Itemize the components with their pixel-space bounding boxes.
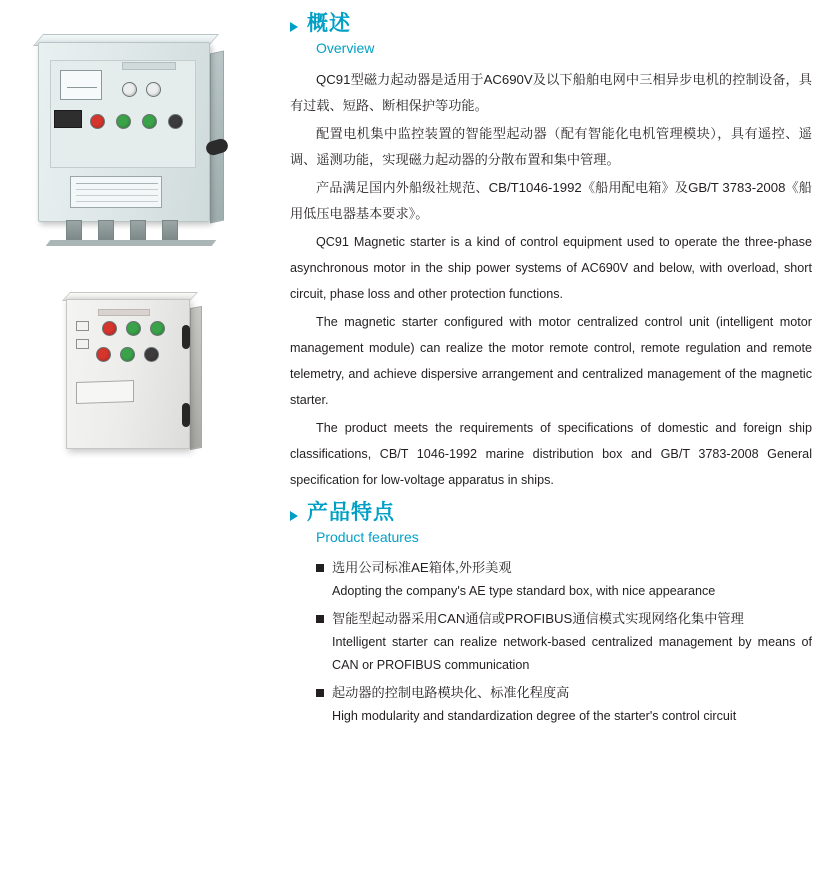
list-item (316, 681, 812, 728)
panel-label-strip (122, 62, 176, 70)
section-product-features (290, 499, 812, 728)
indicator-red-icon (102, 321, 117, 336)
feature-label-zh: 起动器的控制电路模块化、标准化程度高 (332, 685, 570, 700)
cabinet-foot (98, 220, 114, 242)
overview-paragraph-en-2: The magnetic starter configured with motor centralized control unit (intelligent motor management module) can realize the motor remote control, remote regulation and remote telemetry, and achieve dispersive arrangement and centralized management of the magnetic starter. (290, 315, 812, 407)
list-item (316, 607, 812, 677)
cabinet-foot (66, 220, 82, 242)
feature-label-en: Adopting the company's AE type standard box, with nice appearance (332, 584, 716, 598)
indicator-row-top (122, 82, 161, 97)
product-image-column (0, 0, 290, 869)
box-side-face (190, 306, 202, 450)
indicator-lamp-white-icon (122, 82, 137, 97)
feature-list (290, 556, 812, 728)
cabinet-nameplate (70, 176, 162, 208)
cabinet-foot (162, 220, 178, 242)
triangle-right-icon (290, 22, 298, 32)
feature-label-zh: 智能型起动器采用CAN通信或PROFIBUS通信模式实现网络化集中管理 (332, 611, 744, 626)
pushbutton-red-icon (90, 114, 105, 129)
feature-text-zh (316, 681, 812, 705)
overview-paragraph-zh-2: 配置电机集中监控装置的智能型起动器（配有智能化电机管理模块），具有遥控、遥调、遥测功能，实现磁力起动器的分散布置和集中管理。 (290, 126, 812, 167)
features-title-zh: 产品特点 (307, 501, 395, 524)
list-item (316, 556, 812, 603)
feature-label-en: High modularity and standardization degree of the starter's control circuit (332, 709, 737, 723)
box-label-strip (98, 309, 150, 316)
square-bullet-icon (316, 689, 324, 697)
box-pushbutton-black-icon (144, 347, 159, 362)
overview-paragraph-zh-1: QC91型磁力起动器是适用于AC690V及以下船舶电网中三相异步电机的控制设备，具有过载、短路、断相保护等功能。 (290, 72, 812, 113)
product-photo-cabinet-front (30, 30, 230, 250)
box-handle-top-icon (182, 325, 190, 349)
overview-title-zh: 概述 (307, 12, 351, 35)
cabinet-side-face (210, 51, 224, 224)
selector-switch-2-icon (76, 339, 89, 349)
features-title-en: Product features (316, 529, 419, 545)
box-pushbutton-green-icon (120, 347, 135, 362)
content-column (290, 0, 830, 734)
display-module-icon (54, 110, 82, 128)
feature-text-zh (316, 607, 812, 631)
overview-heading (290, 10, 812, 38)
overview-paragraph-en-1: QC91 Magnetic starter is a kind of control equipment used to operate the three-phase asynchronous motor in the ship power systems of AC690V and below, with overload, short circuit, phase loss and other protection functions. (290, 235, 812, 301)
indicator-lamp-white-2-icon (146, 82, 161, 97)
feature-label-zh: 选用公司标准AE箱体,外形美观 (332, 560, 512, 575)
box-pushbutton-row (96, 347, 159, 362)
product-photo-wall-box (60, 285, 210, 485)
overview-paragraph-en-3: The product meets the requirements of specifications of domestic and foreign ship classifications, CB/T 1046-1992 marine distribution box and GB/T 3783-2008 General specification for low-voltage apparatus in ships. (290, 421, 812, 487)
box-handle-bottom-icon (182, 403, 190, 427)
analog-meter-icon (60, 70, 102, 100)
indicator-green-icon (126, 321, 141, 336)
square-bullet-icon (316, 564, 324, 572)
cabinet-foot (130, 220, 146, 242)
box-indicator-row (102, 321, 165, 336)
pushbutton-green-icon (116, 114, 131, 129)
square-bullet-icon (316, 615, 324, 623)
features-heading (290, 499, 812, 527)
pushbutton-black-icon (168, 114, 183, 129)
cabinet-base-bar (46, 240, 217, 246)
section-overview (290, 0, 812, 493)
box-pushbutton-red-icon (96, 347, 111, 362)
pushbutton-row (90, 114, 183, 129)
box-nameplate (76, 380, 134, 404)
overview-paragraph-zh-3: 产品满足国内外船级社规范、CB/T1046-1992《船用配电箱》及GB/T 3783-2008《船用低压电器基本要求》。 (290, 180, 812, 221)
overview-title-en: Overview (316, 40, 375, 56)
indicator-green-2-icon (150, 321, 165, 336)
triangle-right-icon (290, 511, 298, 521)
selector-switch-icon (76, 321, 89, 331)
feature-label-en: Intelligent starter can realize network-based centralized management by means of CAN or PROFIBUS communication (332, 635, 812, 672)
pushbutton-green-2-icon (142, 114, 157, 129)
feature-text-zh (316, 556, 812, 580)
